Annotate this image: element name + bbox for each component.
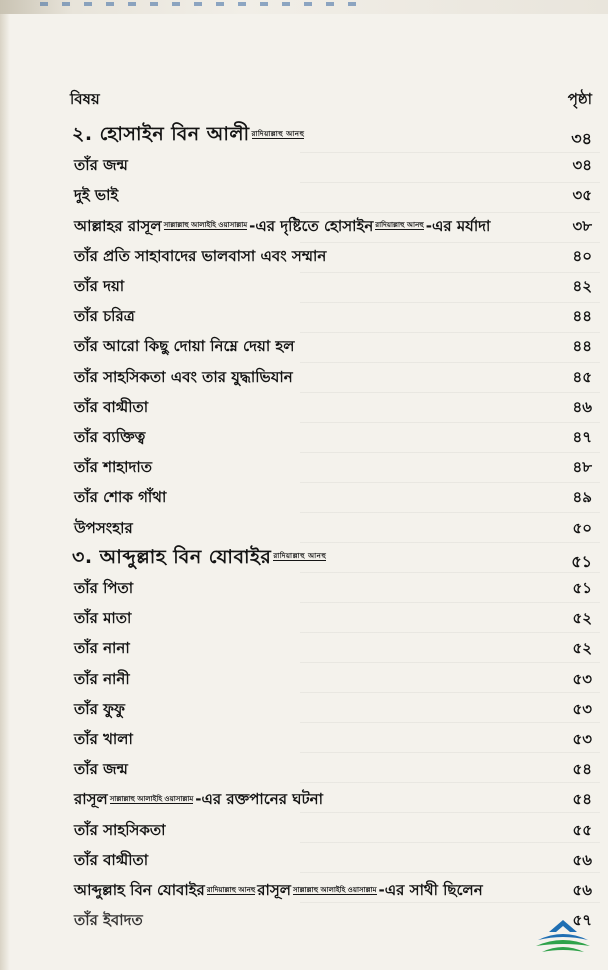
entry-text: -এর রক্তপানের ঘটনা	[195, 790, 323, 809]
publisher-logo-icon	[532, 918, 594, 958]
entry-page-number: ৪২	[572, 277, 592, 295]
entry-title	[74, 366, 293, 391]
toc-entry	[0, 180, 608, 210]
entry-text: তাঁর আরো কিছু দোয়া নিম্নে দেয়া হল	[74, 337, 295, 356]
entry-page-number: ৫৬	[572, 850, 592, 869]
entry-title	[74, 245, 326, 270]
toc-entry	[0, 633, 608, 663]
honorific-mark: রাদিয়াল্লাহু আনহু	[375, 221, 424, 230]
entry-page-number: ৪৯	[572, 488, 592, 507]
entry-text: তাঁর ইবাদত	[74, 911, 143, 930]
entry-title	[74, 184, 118, 209]
entry-text: তাঁর ব্যক্তিত্ব	[74, 428, 146, 446]
toc-entry	[0, 392, 608, 422]
entry-page-number: ৩৫	[572, 186, 592, 205]
entry-title	[74, 728, 133, 753]
entry-page-number: ৩৪	[571, 129, 592, 148]
toc-entry	[0, 241, 608, 271]
toc-entry	[0, 362, 608, 392]
entry-text: তাঁর পিতা	[74, 579, 134, 597]
entry-page-number: ৩৪	[572, 156, 592, 175]
entry-text: রাসূল	[257, 881, 291, 899]
entry-page-number: ৫৬	[572, 881, 592, 899]
entry-page-number: ৪৬	[572, 397, 592, 416]
toc-entry	[0, 754, 608, 784]
toc-entry	[0, 573, 608, 603]
honorific-mark: সাল্লাল্লাহু আলাইহি ওয়াসাল্লাম	[109, 794, 194, 803]
entry-title	[72, 120, 306, 152]
entry-text: তাঁর জন্ম	[74, 156, 128, 175]
entry-text: তাঁর জন্ম	[74, 760, 128, 779]
entry-text: তাঁর শোক গাঁথা	[74, 488, 167, 507]
toc-entry	[0, 664, 608, 694]
toc-entry	[0, 724, 608, 754]
entry-text: তাঁর নানা	[74, 639, 130, 658]
entry-page-number: ৫৩	[572, 699, 592, 718]
entry-text: তাঁর চরিত্র	[74, 307, 135, 326]
entry-page-number: ৫১	[571, 551, 592, 571]
entry-title	[74, 849, 148, 874]
entry-title	[74, 879, 483, 904]
toc-entry	[0, 875, 608, 905]
entry-page-number: ৪০	[572, 246, 592, 265]
entry-title	[74, 215, 490, 240]
toc-entry	[0, 211, 608, 241]
entry-title	[74, 758, 128, 783]
toc-entry	[0, 694, 608, 724]
entry-page-number: ৫৪	[572, 760, 592, 779]
entry-text: -এর দৃষ্টিতে হোসাইন	[249, 216, 374, 235]
subject-column-label: বিষয়	[70, 90, 100, 108]
entry-page-number: ৪৫	[572, 367, 592, 386]
entry-page-number: ৫৩	[572, 730, 592, 748]
entry-page-number: ৪৪	[572, 307, 592, 326]
entry-text: তাঁর দয়া	[74, 277, 125, 295]
entry-page-number: ৪৮	[572, 458, 592, 477]
entry-text: তাঁর ফুফু	[74, 699, 126, 718]
honorific-mark: রাদিয়াল্লাহু আনহু	[273, 552, 327, 561]
entry-title	[74, 819, 166, 844]
entry-text: দুই ভাই	[74, 186, 119, 205]
honorific-mark: সাল্লাল্লাহু আলাইহি ওয়াসাল্লাম	[163, 221, 248, 230]
honorific-mark: রাদিয়াল্লাহু আনহু	[206, 885, 256, 894]
entry-text: তাঁর মাতা	[74, 609, 132, 628]
entry-text: -এর সাথী ছিলেন	[378, 881, 483, 899]
entry-title	[74, 698, 125, 723]
toc-entry	[0, 331, 608, 361]
entry-page-number: ৪৭	[572, 428, 592, 446]
toc-entry	[0, 815, 608, 845]
entry-text: তাঁর সাহসিকতা	[74, 820, 166, 839]
entry-text: উপসংহার	[74, 518, 133, 537]
entry-page-number: ৫১	[572, 579, 592, 597]
entry-title	[74, 668, 130, 693]
entry-text: তাঁর খালা	[74, 730, 133, 748]
toc-entry	[0, 150, 608, 180]
entry-page-number: ৪৪	[572, 337, 592, 356]
entry-page-number: ৫৪	[572, 790, 592, 809]
entry-text: -এর মর্যাদা	[425, 216, 491, 235]
entry-title	[74, 426, 145, 451]
honorific-mark: রাদিয়াল্লাহু আনহু	[251, 129, 305, 138]
toc-entry	[0, 271, 608, 301]
entry-text: ৩. আব্দুল্লাহ বিন যোবাইর	[72, 545, 272, 568]
entry-title	[74, 275, 124, 300]
toc-entry	[0, 422, 608, 452]
toc-entry	[0, 513, 608, 543]
entry-title	[74, 577, 133, 602]
entry-title	[74, 154, 128, 179]
toc-entry	[0, 452, 608, 482]
entry-title	[74, 517, 133, 542]
toc-entry	[0, 845, 608, 875]
entry-title	[74, 909, 143, 934]
toc-section-heading	[0, 120, 608, 150]
entry-title	[72, 543, 328, 575]
entry-text: আব্দুল্লাহ বিন যোবাইর	[74, 881, 205, 899]
entry-page-number: ৫২	[572, 639, 592, 658]
entry-page-number: ৫০	[572, 518, 592, 537]
entry-page-number: ৫৭	[572, 911, 592, 930]
toc-entry	[0, 603, 608, 633]
entry-text: আল্লাহর রাসূল	[74, 216, 162, 235]
entry-text: তাঁর সাহসিকতা এবং তার যুদ্ধাভিযান	[74, 367, 293, 386]
toc-entry	[0, 784, 608, 814]
entry-title	[74, 788, 323, 813]
entry-text: রাসূল	[74, 790, 108, 809]
entry-text: তাঁর বাগ্মীতা	[74, 397, 149, 416]
entry-title	[74, 637, 130, 662]
entry-title	[74, 607, 131, 632]
entry-title	[74, 305, 135, 330]
entry-page-number: ৫২	[572, 609, 592, 628]
entry-title	[74, 486, 166, 511]
toc-entry	[0, 905, 608, 935]
entry-page-number: ৫৫	[572, 820, 592, 839]
toc-entry	[0, 301, 608, 331]
entry-title	[74, 396, 148, 421]
entry-page-number: ৩৮	[572, 216, 592, 235]
entry-text: তাঁর প্রতি সাহাবাদের ভালবাসা এবং সম্মান	[74, 246, 327, 265]
entry-text: তাঁর শাহাদাত	[74, 458, 153, 477]
entry-text: ২. হোসাইন বিন আলী	[72, 123, 250, 145]
page-column-label: পৃষ্ঠা	[567, 90, 592, 108]
entry-page-number: ৫৩	[572, 669, 592, 688]
toc-entry	[0, 482, 608, 512]
entry-title	[74, 456, 152, 481]
entry-text: তাঁর নানী	[74, 669, 130, 688]
honorific-mark: সাল্লাল্লাহু আলাইহি ওয়াসাল্লাম	[292, 885, 377, 894]
toc-section-heading	[0, 543, 608, 573]
entry-text: তাঁর বাগ্মীতা	[74, 850, 149, 869]
entry-title	[74, 335, 294, 360]
